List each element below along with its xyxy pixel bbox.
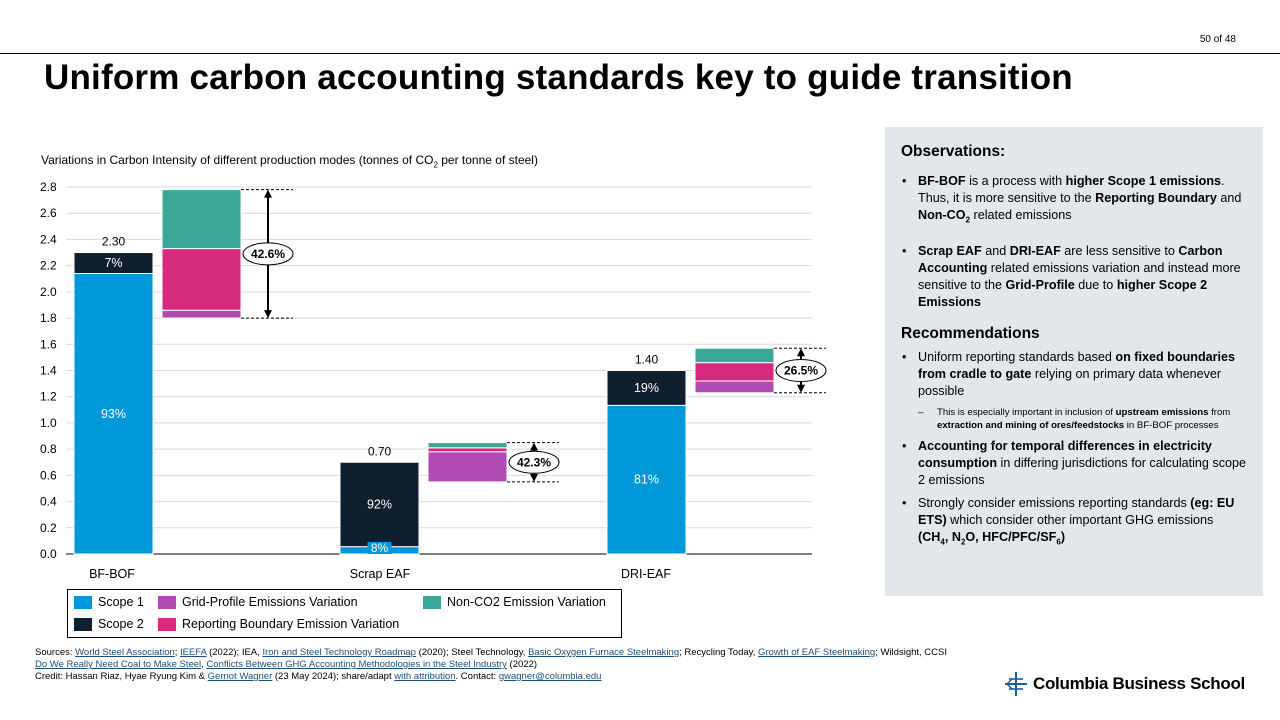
x-category-label: DRI-EAF: [621, 567, 671, 581]
source-link-ieefa[interactable]: IEEFA: [180, 647, 207, 658]
observation-1: • BF-BOF is a process with higher Scope 1 emissions. Thus, it is more sensitive to the Reporting Boundary and Non-$CO_2$ related emissions: [902, 174, 1242, 225]
source-link-bof[interactable]: Basic Oxygen Furnace Steelmaking: [528, 647, 680, 658]
recommendation-2: • Accounting for temporal differences in electricity consumption in differing jurisdictions for calculating scope 2 emissions: [902, 438, 1247, 487]
data-label-scope2: 19%: [633, 380, 660, 395]
y-tick-label: 2.0: [40, 284, 57, 299]
x-category-label: Scrap EAF: [349, 567, 411, 581]
y-tick-label: 0.0: [40, 547, 57, 561]
variation-segment: [162, 190, 241, 249]
legend-item-scope2: [74, 617, 144, 631]
variation-segment: [428, 443, 507, 448]
range-arrow-head-up: [264, 190, 272, 198]
data-label-scope1: 93%: [100, 406, 127, 421]
y-tick-label: 0.4: [40, 494, 57, 509]
legend-swatch-non-co2: [423, 596, 441, 609]
legend-swatch-grid-profile: [158, 596, 176, 609]
total-label: 1.40: [634, 352, 659, 367]
credit-link-email[interactable]: gwagner@columbia.edu: [498, 671, 602, 682]
y-tick-label: 0.6: [40, 468, 57, 483]
y-tick-label: 0.8: [40, 442, 57, 457]
range-arrow-head-down: [797, 385, 805, 393]
legend-item-grid-profile: [158, 595, 358, 609]
range-label: 42.6%: [250, 246, 286, 261]
range-arrow-head-down: [530, 474, 538, 482]
sources-line: Sources: World Steel Association; IEEFA (2022); IEA, Iron and Steel Technology Roadmap (2020); Steel Technology, Basic Oxygen Furnace Steelmaking; Recycling Today, Growth of EAF Steelmaking; Wildsight, CCSI Do We Really Need Coal to Make Steel, Conflicts Between GHG Accounting Methodologies in the Steel Industry (2022): [35, 647, 947, 670]
recommendation-1-sub: – This is especially important in inclusion of upstream emissions from extraction and mining of ores/feedstocks in BF-BOF processes: [918, 406, 1231, 431]
data-label-scope1: 81%: [633, 472, 660, 487]
y-tick-label: 1.0: [40, 415, 57, 430]
x-category-label: BF-BOF: [89, 567, 135, 581]
source-link-coal[interactable]: Do We Really Need Coal to Make Steel: [35, 659, 202, 670]
legend-label-scope1: Scope 1: [98, 595, 144, 609]
columbia-logo: [1003, 671, 1245, 697]
legend-item-non-co2: [423, 595, 606, 609]
y-tick-label: 1.8: [40, 311, 57, 326]
range-label: 42.3%: [516, 455, 552, 470]
variation-segment: [695, 363, 774, 381]
range-label: 26.5%: [783, 363, 819, 378]
total-label: 0.70: [367, 444, 392, 459]
legend-label-reporting-boundary: Reporting Boundary Emission Variation: [182, 617, 400, 631]
variation-segment: [162, 249, 241, 311]
page-number: 50 of 48: [1199, 34, 1236, 45]
legend-item-reporting-boundary: [158, 617, 399, 631]
y-tick-label: 0.2: [40, 520, 57, 535]
stacked-bar-chart: [0, 170, 870, 590]
y-tick-label: 1.4: [40, 363, 57, 378]
page-title: Uniform carbon accounting standards key to guide transition: [44, 58, 1073, 97]
observations-heading: Observations:: [901, 143, 1006, 160]
source-link-worldsteel[interactable]: World Steel Association: [75, 647, 175, 658]
y-tick-label: 1.2: [40, 389, 57, 404]
variation-segment: [162, 310, 241, 318]
legend-item-scope1: [74, 595, 144, 609]
data-label-scope2: 7%: [104, 256, 123, 271]
y-tick-label: 2.6: [40, 206, 57, 221]
crown-icon: [1003, 671, 1029, 697]
range-arrow-head-down: [264, 310, 272, 318]
variation-segment: [428, 448, 507, 452]
sources-footnote: [35, 647, 955, 683]
legend-swatch-scope1: [74, 596, 92, 609]
legend-swatch-scope2: [74, 618, 92, 631]
legend-label-scope2: Scope 2: [98, 617, 144, 631]
credit-link-attribution[interactable]: with attribution: [394, 671, 456, 682]
source-link-eaf-growth[interactable]: Growth of EAF Steelmaking: [757, 647, 876, 658]
total-label: 2.30: [101, 234, 126, 249]
recommendation-1: • Uniform reporting standards based on fixed boundaries from cradle to gate relying on primary data whenever possible: [902, 349, 1236, 398]
credit-line: Credit: Hassan Riaz, Hyae Ryung Kim & Gernot Wagner (23 May 2024); share/adapt with attribution. Contact: gwagner@columbia.edu: [35, 671, 602, 682]
y-tick-label: 2.2: [40, 258, 57, 273]
variation-segment: [695, 381, 774, 393]
logo-text: Columbia Business School: [1033, 674, 1245, 693]
legend-label-grid-profile: Grid-Profile Emissions Variation: [182, 595, 358, 609]
y-tick-label: 1.6: [40, 337, 57, 352]
legend-label-non-co2: Non-CO2 Emission Variation: [447, 595, 606, 609]
variation-segment: [428, 452, 507, 482]
source-link-iea-roadmap[interactable]: Iron and Steel Technology Roadmap: [262, 647, 416, 658]
chart-title: Variations in Carbon Intensity of different production modes (tonnes of $CO_2$ per tonne of steel): [41, 153, 538, 170]
observation-2: • Scrap EAF and DRI-EAF are less sensitive to Carbon Accounting related emissions variation and instead more sensitive to the Grid-Profile due to higher Scope 2 Emissions: [902, 243, 1241, 309]
range-arrow-head-up: [797, 348, 805, 356]
legend-swatch-reporting-boundary: [158, 618, 176, 631]
range-arrow-head-up: [530, 443, 538, 451]
y-tick-label: 2.8: [40, 180, 57, 194]
data-label-scope1: 8%: [370, 541, 389, 555]
observations-panel: [885, 127, 1263, 596]
variation-segment: [695, 348, 774, 362]
data-label-scope2: 92%: [366, 497, 393, 512]
recommendations-heading: Recommendations: [901, 324, 1040, 342]
chart-legend: [67, 589, 622, 638]
recommendation-3: • Strongly consider emissions reporting standards (eg: EU ETS) which consider other important GHG emissions ($CH_4$, $N_2O$, HFC/$PFC/SF_6$): [902, 495, 1235, 547]
source-link-ghg-conflicts[interactable]: Conflicts Between GHG Accounting Methodologies in the Steel Industry: [206, 659, 507, 670]
top-rule: [0, 53, 1280, 54]
credit-link-wagner[interactable]: Gernot Wagner: [207, 671, 273, 682]
y-tick-label: 2.4: [40, 232, 57, 247]
